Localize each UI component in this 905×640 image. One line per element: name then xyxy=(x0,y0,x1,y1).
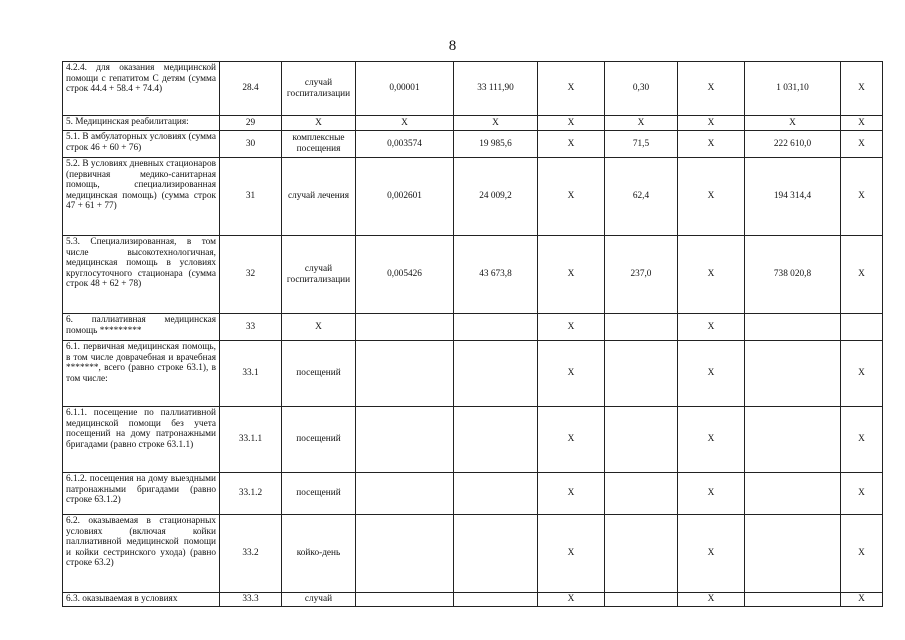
cell-per-capita: 62,4 xyxy=(605,158,678,236)
cell-col-x3: X xyxy=(841,473,883,515)
cell-col-x1: X xyxy=(538,62,605,116)
cell-col-x3: X xyxy=(841,341,883,407)
cell-norm-cost: X xyxy=(454,116,538,131)
cell-per-capita xyxy=(605,515,678,593)
cell-col-x3: X xyxy=(841,593,883,607)
cell-per-capita xyxy=(605,341,678,407)
cell-col-x1: X xyxy=(538,131,605,158)
cell-total xyxy=(745,314,841,341)
table-row xyxy=(63,341,883,407)
cell-col-x1: X xyxy=(538,473,605,515)
cell-col-x3: X xyxy=(841,515,883,593)
cell-col-x2: X xyxy=(678,116,745,131)
cell-row-code: 33.1.1 xyxy=(220,407,282,473)
cell-norm-cost xyxy=(454,314,538,341)
cell-col-x1: X xyxy=(538,158,605,236)
cell-norm-cost xyxy=(454,593,538,607)
cell-col-x3: X xyxy=(841,116,883,131)
cell-norm-cost: 43 673,8 xyxy=(454,236,538,314)
cell-rate xyxy=(356,473,454,515)
table-row xyxy=(63,116,883,131)
cell-total: 1 031,10 xyxy=(745,62,841,116)
cell-col-x3 xyxy=(841,314,883,341)
cell-unit: случай xyxy=(282,593,356,607)
cell-col-x1: X xyxy=(538,407,605,473)
cell-unit: X xyxy=(282,314,356,341)
cell-rate xyxy=(356,593,454,607)
cell-row-code: 33 xyxy=(220,314,282,341)
cell-col-x1: X xyxy=(538,236,605,314)
cell-norm-cost: 19 985,6 xyxy=(454,131,538,158)
cell-norm-cost: 24 009,2 xyxy=(454,158,538,236)
cell-norm-cost xyxy=(454,407,538,473)
table-row xyxy=(63,131,883,158)
cell-col-x1: X xyxy=(538,515,605,593)
cell-rate: 0,002601 xyxy=(356,158,454,236)
cell-norm-cost xyxy=(454,515,538,593)
cell-name: 6. паллиативная медицинская помощь ********* xyxy=(63,314,220,341)
cell-rate xyxy=(356,407,454,473)
cell-rate: 0,003574 xyxy=(356,131,454,158)
cell-row-code: 28.4 xyxy=(220,62,282,116)
cell-row-code: 33.2 xyxy=(220,515,282,593)
cell-total: X xyxy=(745,116,841,131)
cell-col-x1: X xyxy=(538,341,605,407)
data-table xyxy=(62,61,883,607)
cell-col-x3: X xyxy=(841,62,883,116)
cell-total xyxy=(745,407,841,473)
table-row xyxy=(63,407,883,473)
cell-col-x2: X xyxy=(678,515,745,593)
cell-col-x2: X xyxy=(678,341,745,407)
cell-rate xyxy=(356,341,454,407)
cell-col-x3: X xyxy=(841,236,883,314)
cell-col-x1: X xyxy=(538,593,605,607)
cell-total: 194 314,4 xyxy=(745,158,841,236)
cell-name: 6.3. оказываемая в условиях xyxy=(63,593,220,607)
cell-col-x2: X xyxy=(678,473,745,515)
cell-name: 5.1. В амбулаторных условиях (сумма строк 46 + 60 + 76) xyxy=(63,131,220,158)
table-row xyxy=(63,515,883,593)
cell-name: 4.2.4. для оказания медицинской помощи с гепатитом С детям (сумма строк 44.4 + 58.4 + 74.4) xyxy=(63,62,220,116)
cell-total: 738 020,8 xyxy=(745,236,841,314)
cell-name: 6.1. первичная медицинская помощь, в том числе доврачебная и врачебная *******, всего (равно строке 63.1), в том числе: xyxy=(63,341,220,407)
cell-col-x2: X xyxy=(678,131,745,158)
table-row xyxy=(63,158,883,236)
cell-col-x2: X xyxy=(678,62,745,116)
cell-name: 5.2. В условиях дневных стационаров (первичная медико-санитарная помощь, специализированная медицинская помощь) (сумма строк 47 + 61 + 77) xyxy=(63,158,220,236)
cell-rate: 0,005426 xyxy=(356,236,454,314)
cell-per-capita: X xyxy=(605,116,678,131)
table-row xyxy=(63,236,883,314)
cell-total xyxy=(745,341,841,407)
cell-unit: комплексные посещения xyxy=(282,131,356,158)
cell-row-code: 30 xyxy=(220,131,282,158)
cell-norm-cost xyxy=(454,341,538,407)
cell-col-x3: X xyxy=(841,158,883,236)
cell-per-capita xyxy=(605,593,678,607)
cell-row-code: 31 xyxy=(220,158,282,236)
cell-per-capita: 0,30 xyxy=(605,62,678,116)
cell-name: 6.1.2. посещения на дому выездными патронажными бригадами (равно строке 63.1.2) xyxy=(63,473,220,515)
table-row xyxy=(63,314,883,341)
cell-per-capita xyxy=(605,314,678,341)
cell-norm-cost xyxy=(454,473,538,515)
page-number: 8 xyxy=(448,38,457,54)
cell-per-capita: 237,0 xyxy=(605,236,678,314)
cell-unit: посещений xyxy=(282,407,356,473)
cell-unit: X xyxy=(282,116,356,131)
cell-total xyxy=(745,515,841,593)
cell-col-x2: X xyxy=(678,236,745,314)
cell-unit: случай госпитализации xyxy=(282,236,356,314)
cell-rate xyxy=(356,314,454,341)
cell-row-code: 33.1 xyxy=(220,341,282,407)
cell-rate: X xyxy=(356,116,454,131)
cell-unit: посещений xyxy=(282,473,356,515)
cell-total: 222 610,0 xyxy=(745,131,841,158)
cell-unit: посещений xyxy=(282,341,356,407)
cell-total xyxy=(745,473,841,515)
cell-col-x2: X xyxy=(678,593,745,607)
cell-unit: случай лечения xyxy=(282,158,356,236)
cell-col-x2: X xyxy=(678,158,745,236)
table-row xyxy=(63,593,883,607)
cell-col-x3: X xyxy=(841,131,883,158)
cell-norm-cost: 33 111,90 xyxy=(454,62,538,116)
cell-col-x1: X xyxy=(538,314,605,341)
cell-rate: 0,00001 xyxy=(356,62,454,116)
cell-row-code: 32 xyxy=(220,236,282,314)
cell-name: 6.2. оказываемая в стационарных условиях (включая койки паллиативной медицинской помощи и койки сестринского ухода) (равно строке 63.2) xyxy=(63,515,220,593)
cell-row-code: 33.1.2 xyxy=(220,473,282,515)
cell-per-capita xyxy=(605,473,678,515)
cell-row-code: 29 xyxy=(220,116,282,131)
cell-col-x3: X xyxy=(841,407,883,473)
cell-unit: случай госпитализации xyxy=(282,62,356,116)
cell-rate xyxy=(356,515,454,593)
cell-per-capita xyxy=(605,407,678,473)
cell-unit: койко-день xyxy=(282,515,356,593)
cell-per-capita: 71,5 xyxy=(605,131,678,158)
cell-name: 6.1.1. посещение по паллиативной медицинской помощи без учета посещений на дому патронажными бригадами (равно строке 63.1.1) xyxy=(63,407,220,473)
cell-name: 5. Медицинская реабилитация: xyxy=(63,116,220,131)
cell-col-x2: X xyxy=(678,407,745,473)
table-row xyxy=(63,62,883,116)
cell-row-code: 33.3 xyxy=(220,593,282,607)
cell-name: 5.3. Специализированная, в том числе высокотехнологичная, медицинская помощь в условиях круглосуточного стационара (сумма строк 48 + 62 + 78) xyxy=(63,236,220,314)
cell-col-x2: X xyxy=(678,314,745,341)
table-row xyxy=(63,473,883,515)
cell-total xyxy=(745,593,841,607)
cell-col-x1: X xyxy=(538,116,605,131)
